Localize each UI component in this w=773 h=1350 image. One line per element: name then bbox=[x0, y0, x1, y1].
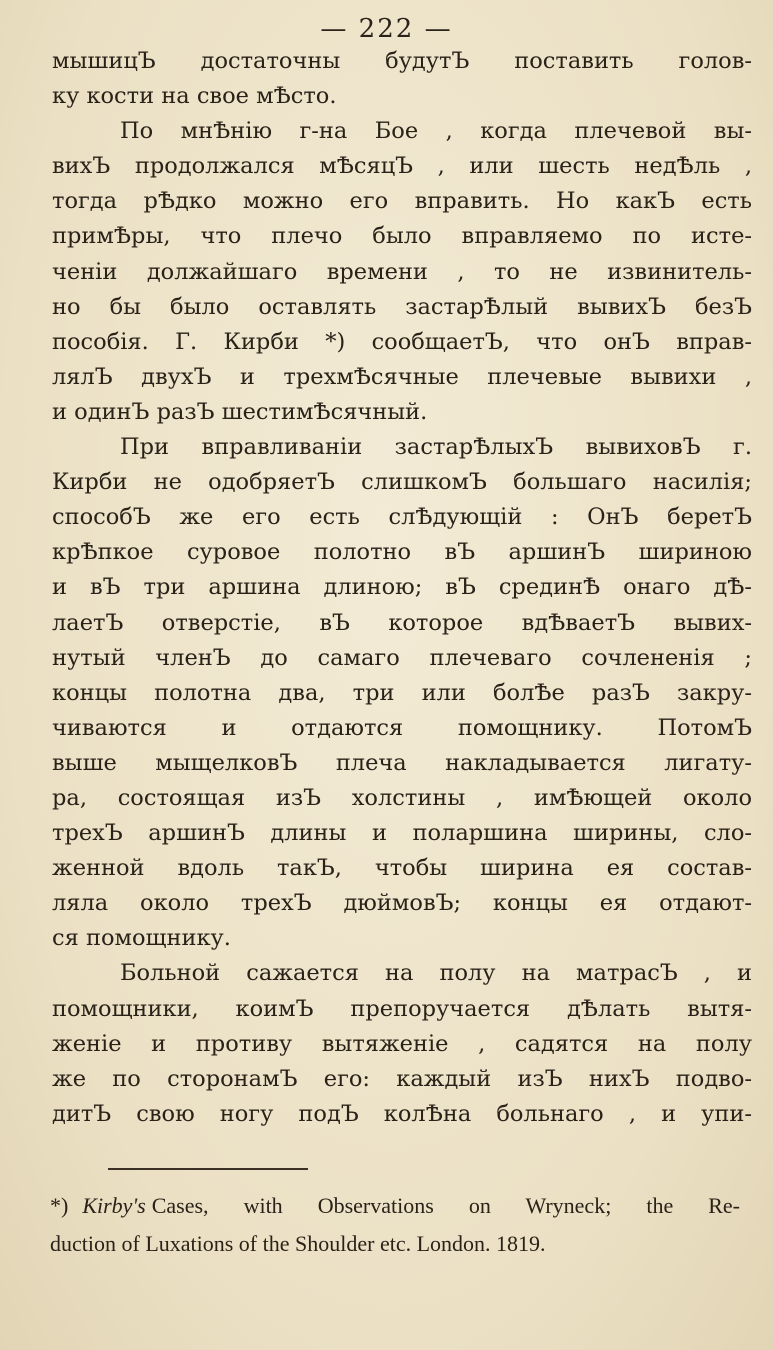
text-line: мышицЪ достаточны будутЪ поставить голов- bbox=[52, 48, 752, 74]
footnote-text: Cases, with Observations on Wryneck; the Re- bbox=[151, 1193, 740, 1218]
text-line: чиваются и отдаются помощнику. ПотомЪ bbox=[52, 714, 752, 741]
footnote-line: duction of Luxations of the Shoulder etc. London. 1819. bbox=[50, 1231, 546, 1256]
text-line: тогда рѢдко можно его вправить. Но какЪ есть bbox=[52, 188, 752, 215]
page-number: — 222 — bbox=[320, 14, 453, 44]
footnote-divider bbox=[108, 1168, 308, 1170]
text-line: концы полотна два, три или болѢе разЪ закру- bbox=[52, 679, 752, 706]
text-line: выше мыщелковЪ плеча накладывается лигату- bbox=[52, 749, 752, 776]
text-line: и одинЪ разЪ шестимѢсячный. bbox=[52, 398, 428, 425]
text-line: Кирби не одобряетЪ слишкомЪ большаго насилія; bbox=[52, 469, 752, 496]
text-line: крѢпкое суровое полотно вЪ аршинЪ шириною bbox=[52, 539, 752, 566]
text-line: ку кости на свое мѢсто. bbox=[52, 83, 337, 110]
text-line: Больной сажается на полу на матрасЪ , и bbox=[120, 960, 752, 987]
text-line: пособія. Г. Кирби *) сообщаетЪ, что онЪ вправ- bbox=[52, 328, 752, 355]
body-text bbox=[52, 44, 752, 1132]
text-line: женной вдоль такЪ, чтобы ширина ея состав- bbox=[52, 855, 752, 882]
text-line: ченіи должайшаго времени , то не извинитель- bbox=[52, 258, 752, 285]
text-line: трехЪ аршинЪ длины и поларшина ширины, сло- bbox=[52, 820, 752, 847]
text-line: но бы было оставлять застарѢлый вывихЪ безЪ bbox=[52, 293, 752, 320]
text-line: вихЪ продолжался мѢсяцЪ , или шесть недѢль , bbox=[52, 153, 752, 180]
text-line: и вЪ три аршина длиною; вЪ срединѢ онаго дѢ- bbox=[52, 574, 752, 601]
footnote-marker: *) bbox=[50, 1193, 69, 1218]
text-line: дитЪ свою ногу подЪ колѢна больнаго , и упи- bbox=[52, 1100, 752, 1127]
text-line: примѢры, что плечо было вправляемо по исте- bbox=[52, 223, 752, 250]
text-line: ся помощнику. bbox=[52, 925, 231, 952]
footnote-line bbox=[50, 1188, 740, 1226]
text-line: При вправливаніи застарѢлыхЪ вывиховЪ г. bbox=[120, 434, 752, 461]
footnote bbox=[50, 1188, 740, 1264]
footnote-author: Kirby's bbox=[82, 1193, 146, 1218]
text-line: женіе и противу вытяженіе , садятся на полу bbox=[52, 1030, 752, 1057]
text-line: ра, состоящая изЪ холстины , имѢющей около bbox=[52, 784, 752, 811]
text-line: нутый членЪ до самаго плечеваго сочлененія ; bbox=[52, 644, 752, 671]
text-line: помощники, коимЪ препоручается дѢлать вытя- bbox=[52, 995, 752, 1022]
text-line: лялЪ двухЪ и трехмѢсячные плечевые вывихи , bbox=[52, 363, 752, 390]
text-line: лаетЪ отверстіе, вЪ которое вдѢваетЪ вывих- bbox=[52, 609, 752, 636]
text-line: же по сторонамЪ его: каждый изЪ нихЪ подво- bbox=[52, 1065, 752, 1092]
text-line: ляла около трехЪ дюймовЪ; концы ея отдают- bbox=[52, 890, 752, 917]
text-line: способЪ же его есть слѢдующій : ОнЪ беретЪ bbox=[52, 504, 752, 531]
text-line: По мнѢнію г-на Бое , когда плечевой вы- bbox=[120, 118, 752, 145]
